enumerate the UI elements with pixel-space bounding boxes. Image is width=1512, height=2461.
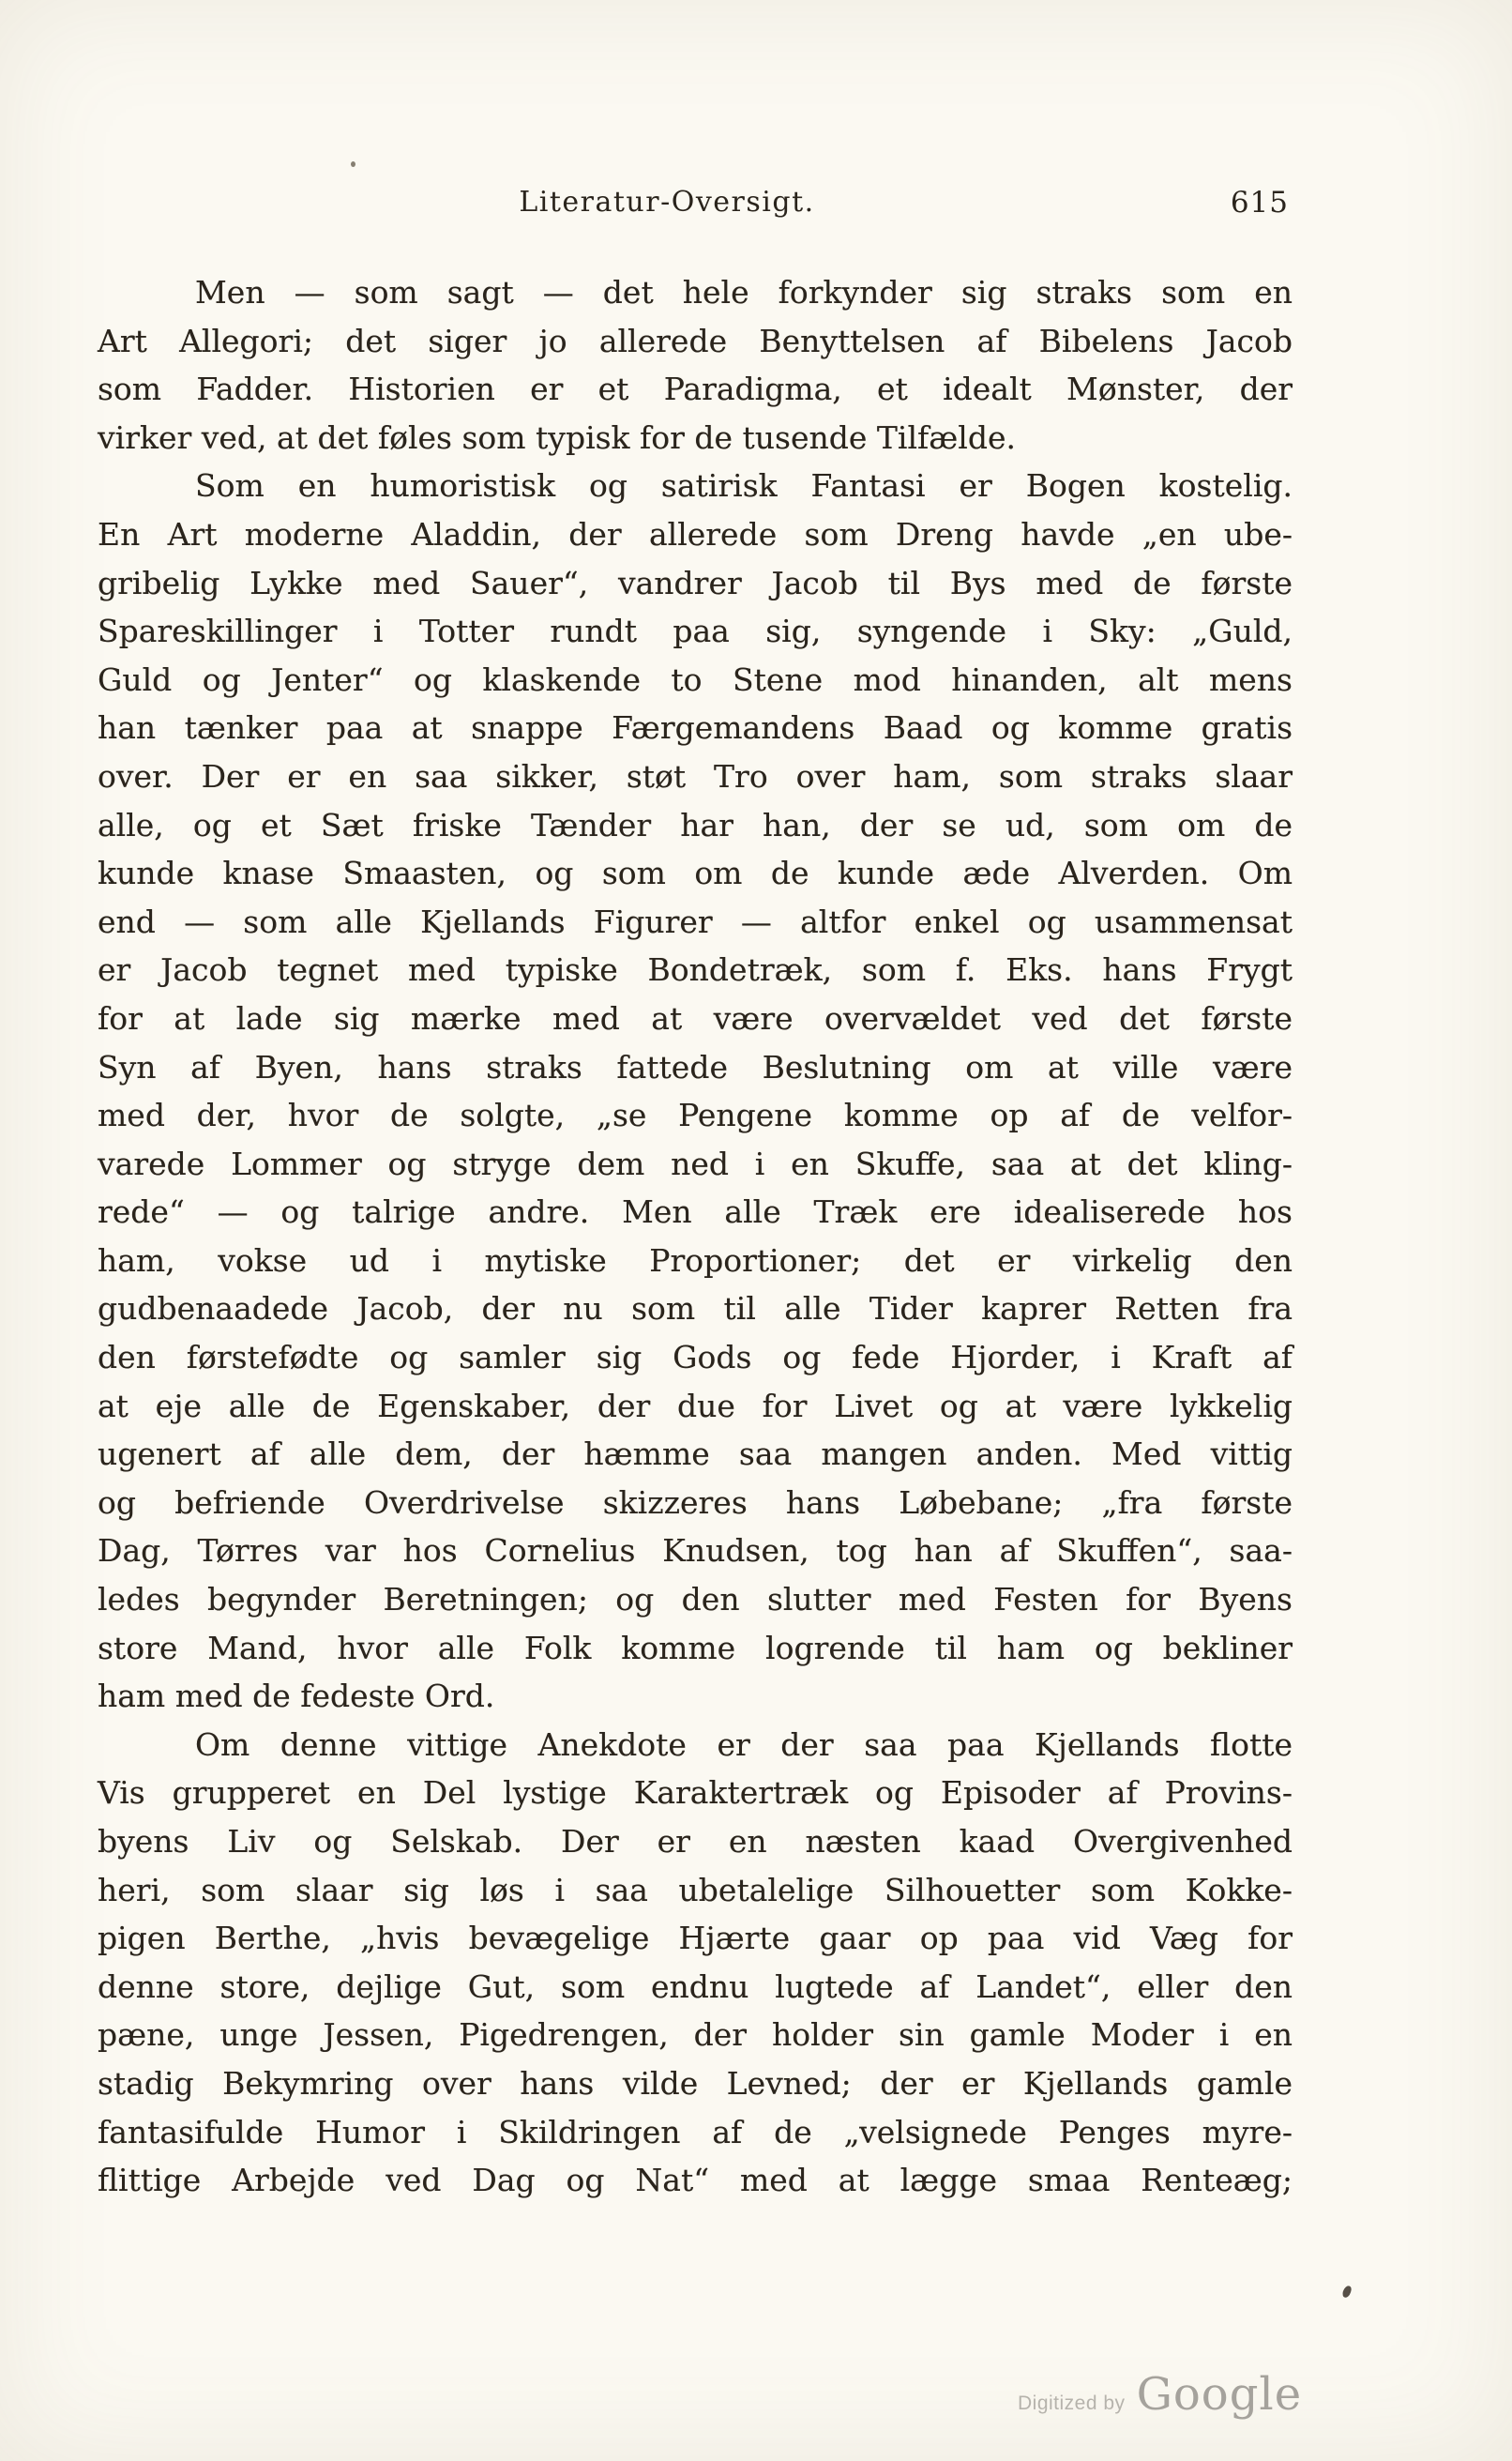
- text-line: Syn af Byen, hans straks fattede Beslutning om at ville være: [98, 1048, 1293, 1086]
- text-line: gudbenaadede Jacob, der nu som til alle Tider kaprer Retten fra: [98, 1290, 1293, 1328]
- paragraph: [98, 462, 1293, 1720]
- text-line: byens Liv og Selskab. Der er en næsten kaad Overgivenhed: [98, 1823, 1293, 1860]
- text-line: kunde knase Smaasten, og som om de kunde æde Alverden. Om: [98, 855, 1293, 892]
- page-body: [98, 268, 1293, 2205]
- text-line: rede“ — og talrige andre. Men alle Træk ere idealiserede hos: [98, 1193, 1293, 1231]
- digitized-by-label: Digitized by: [1018, 2393, 1126, 2414]
- text-line: alle, og et Sæt friske Tænder har han, der se ud, som om de: [98, 806, 1293, 843]
- text-line: Guld og Jenter“ og klaskende to Stene mod hinanden, alt mens: [98, 661, 1293, 698]
- text-line: fantasifulde Humor i Skildringen af de „velsignede Penges myre-: [98, 2113, 1293, 2150]
- text-line: flittige Arbejde ved Dag og Nat“ med at lægge smaa Renteæg;: [98, 2162, 1293, 2199]
- text-line: Om denne vittige Anekdote er der saa paa Kjellands flotte: [195, 1725, 1293, 1763]
- text-line: ledes begynder Beretningen; og den slutter med Festen for Byens: [98, 1581, 1293, 1618]
- text-line: gribelig Lykke med Sauer“, vandrer Jacob til Bys med de første: [98, 564, 1293, 601]
- text-line: Som en humoristisk og satirisk Fantasi er Bogen kostelig.: [195, 467, 1293, 505]
- text-line: ham, vokse ud i mytiske Proportioner; det er virkelig den: [98, 1241, 1293, 1279]
- text-line: heri, som slaar sig løs i saa ubetalelige Silhouetter som Kokke-: [98, 1871, 1293, 1908]
- text-line: stadig Bekymring over hans vilde Levned; der er Kjellands gamle: [98, 2064, 1293, 2102]
- text-line: Dag, Tørres var hos Cornelius Knudsen, tog han af Skuffen“, saa-: [98, 1532, 1293, 1570]
- text-line: for at lade sig mærke med at være overvældet ved det første: [98, 999, 1293, 1037]
- page-number: 615: [1230, 186, 1289, 220]
- text-line: En Art moderne Aladdin, der allerede som Dreng havde „en ube-: [98, 515, 1293, 553]
- text-line: denne store, dejlige Gut, som endnu lugtede af Landet“, eller den: [98, 1967, 1293, 2005]
- text-line: ham med de fedeste Ord.: [98, 1678, 495, 1715]
- text-line: den førstefødte og samler sig Gods og fede Hjorder, i Kraft af: [98, 1339, 1293, 1376]
- text-line: varede Lommer og stryge dem ned i en Skuffe, saa at det kling-: [98, 1145, 1293, 1182]
- text-line: at eje alle de Egenskaber, der due for Livet og at være lykkelig: [98, 1387, 1293, 1424]
- text-line: Vis grupperet en Del lystige Karaktertræk og Episoder af Provins-: [98, 1774, 1293, 1812]
- ink-speck: [1341, 2285, 1353, 2299]
- digitization-watermark: [1018, 2368, 1302, 2421]
- text-line: som Fadder. Historien er et Paradigma, et idealt Mønster, der: [98, 371, 1293, 408]
- text-line: med der, hvor de solgte, „se Pengene komme op af de velfor-: [98, 1097, 1293, 1134]
- text-line: han tænker paa at snappe Færgemandens Baad og komme gratis: [98, 709, 1293, 747]
- paragraph: [98, 268, 1293, 462]
- text-line: Spareskillinger i Totter rundt paa sig, syngende i Sky: „Guld,: [98, 613, 1293, 650]
- text-line: pæne, unge Jessen, Pigedrengen, der holder sin gamle Moder i en: [98, 2016, 1293, 2054]
- page-header: [98, 186, 1293, 227]
- text-line: end — som alle Kjellands Figurer — altfor enkel og usammensat: [98, 903, 1293, 940]
- text-line: over. Der er en saa sikker, støt Tro over ham, som straks slaar: [98, 757, 1293, 795]
- text-line: ugenert af alle dem, der hæmme saa mangen anden. Med vittig: [98, 1436, 1293, 1473]
- text-line: Art Allegori; det siger jo allerede Benyttelsen af Bibelens Jacob: [98, 322, 1293, 359]
- text-line: Men — som sagt — det hele forkynder sig straks som en: [195, 274, 1293, 311]
- text-line: virker ved, at det føles som typisk for de tusende Tilfælde.: [98, 418, 1016, 456]
- running-title: Literatur-Oversigt.: [519, 186, 815, 219]
- text-line: pigen Berthe, „hvis bevægelige Hjærte gaar op paa vid Væg for: [98, 1920, 1293, 1957]
- google-logo: Google: [1136, 2368, 1303, 2421]
- text-line: store Mand, hvor alle Folk komme logrende til ham og bekliner: [98, 1629, 1293, 1666]
- text-line: er Jacob tegnet med typiske Bondetræk, som f. Eks. hans Frygt: [98, 951, 1293, 989]
- text-line: og befriende Overdrivelse skizzeres hans Løbebane; „fra første: [98, 1483, 1293, 1521]
- ink-speck: [351, 161, 355, 167]
- paragraph: [98, 1721, 1293, 2205]
